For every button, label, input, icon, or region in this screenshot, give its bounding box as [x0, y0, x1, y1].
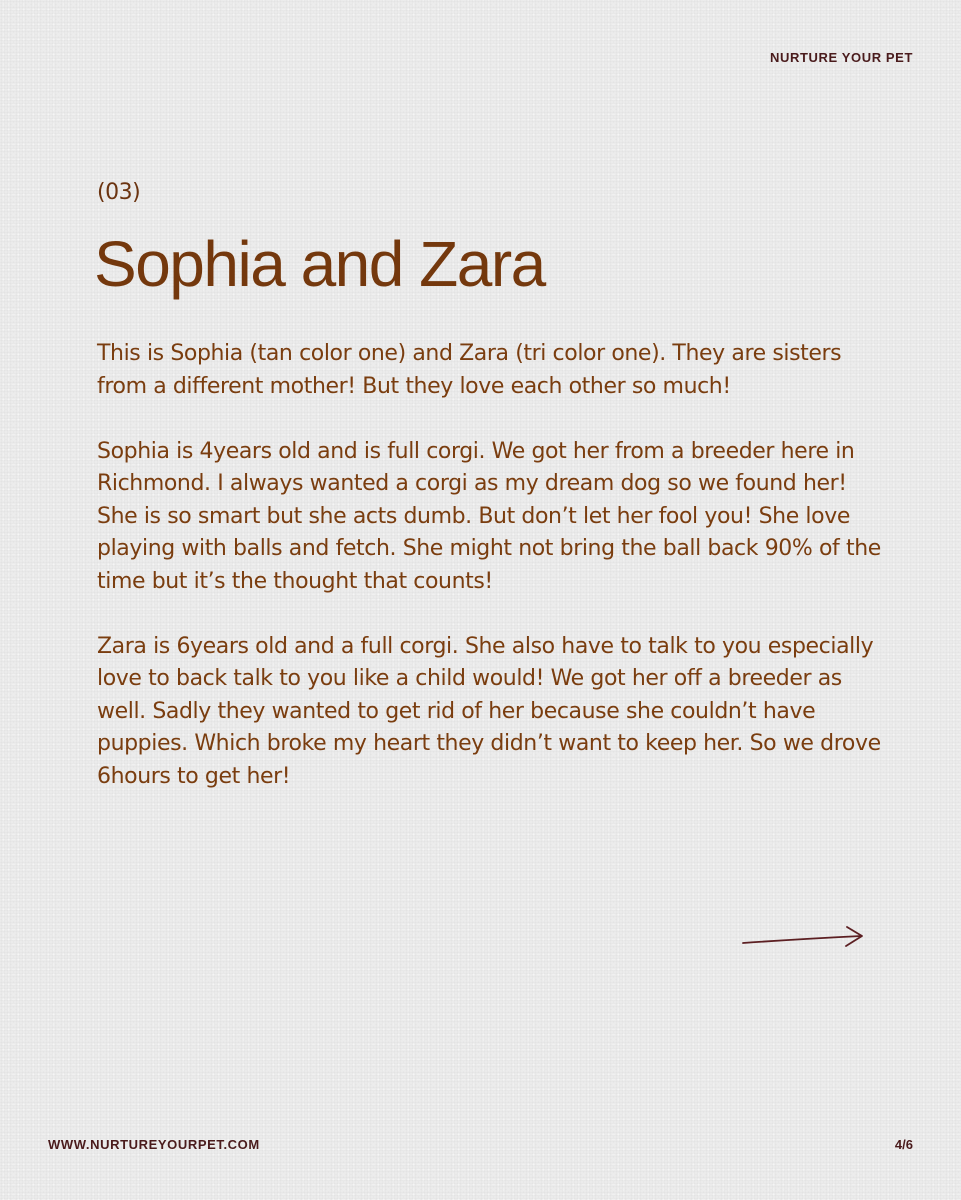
section-number: (03) — [97, 180, 141, 205]
paragraph-intro: This is Sophia (tan color one) and Zara (tri color one). They are sisters from a different mother! But they love each other so much! — [97, 341, 842, 399]
website-url[interactable]: WWW.NURTUREYOURPET.COM — [48, 1137, 260, 1152]
page-title: Sophia and Zara — [94, 228, 545, 300]
body-text — [97, 338, 887, 826]
paragraph-zara: Zara is 6years old and a full corgi. She also have to talk to you especially love to back talk to you like a child would! We got her off a breeder as well. Sadly they wanted to get rid of her because she couldn’t have puppies. Which broke my heart they didn’t want to keep her. So we drove 6hours to get her! — [97, 633, 881, 789]
arrow-right-icon[interactable] — [740, 922, 866, 952]
page-indicator: 4/6 — [894, 1137, 913, 1152]
paragraph-sophia: Sophia is 4years old and is full corgi. We got her from a breeder here in Richmond. I always wanted a corgi as my dream dog so we found her! She is so smart but she acts dumb. But don’t let her fool you! She love playing with balls and fetch. She might not bring the ball back 90% of the time but it’s the thought that counts! — [97, 438, 881, 594]
brand-name: NURTURE YOUR PET — [770, 50, 913, 65]
